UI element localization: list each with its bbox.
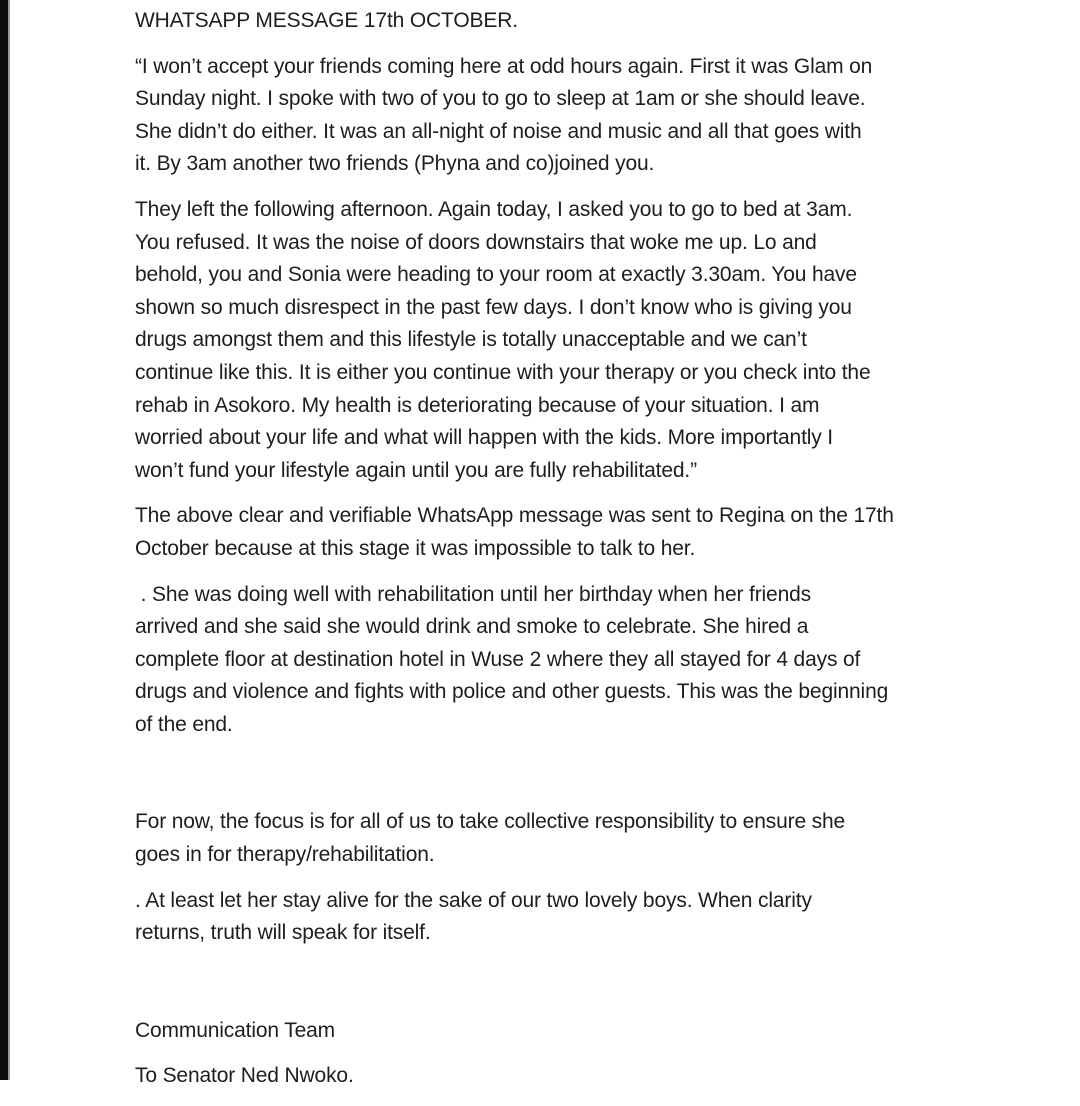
document-text-blocks — [135, 5, 975, 1093]
text-line: it. By 3am another two friends (Phyna and co)joined you. — [135, 152, 655, 176]
signature-line — [135, 1015, 975, 1048]
text-line: worried about your life and what will happen with the kids. More importantly I — [135, 426, 833, 450]
text-line: . At least let her stay alive for the sake of our two lovely boys. When clarity — [135, 888, 812, 912]
text-line: drugs and violence and fights with police and other guests. This was the beginning — [135, 680, 889, 704]
text-line: complete floor at destination hotel in Wuse 2 where they all stayed for 4 days of — [135, 647, 861, 671]
text-line: arrived and she said she would drink and smoke to celebrate. She hired a — [135, 615, 809, 639]
text-line: Sunday night. I spoke with two of you to go to sleep at 1am or she should leave. — [135, 87, 866, 111]
text-line: They left the following afternoon. Again today, I asked you to go to bed at 3am. — [135, 197, 853, 221]
text-line: You refused. It was the noise of doors downstairs that woke me up. Lo and — [135, 230, 817, 254]
paragraph — [135, 885, 975, 950]
paragraph — [135, 500, 975, 565]
text-line: For now, the focus is for all of us to take collective responsibility to ensure she — [135, 810, 846, 834]
text-line: WHATSAPP MESSAGE 17th OCTOBER. — [135, 9, 518, 32]
text-line: Communication Team — [135, 1018, 335, 1042]
left-black-bar — [0, 0, 10, 1080]
paragraph — [135, 806, 975, 871]
text-line: . She was doing well with rehabilitation until her birthday when her friends — [135, 582, 811, 606]
text-line: returns, truth will speak for itself. — [135, 921, 431, 945]
text-line: October because at this stage it was impossible to talk to her. — [135, 536, 696, 560]
document-title — [135, 5, 975, 38]
text-line: goes in for therapy/rehabilitation. — [135, 843, 435, 867]
paragraph-gap — [135, 754, 975, 806]
text-line: To Senator Ned Nwoko. — [135, 1064, 354, 1088]
paragraph — [135, 579, 975, 742]
text-line: rehab in Asokoro. My health is deteriorating because of your situation. I am — [135, 393, 820, 417]
text-line: drugs amongst them and this lifestyle is totally unacceptable and we can’t — [135, 328, 807, 352]
text-line: continue like this. It is either you continue with your therapy or you check into the — [135, 360, 871, 384]
text-line: behold, you and Sonia were heading to your room at exactly 3.30am. You have — [135, 263, 857, 287]
paragraph-gap — [135, 963, 975, 1015]
signature-line — [135, 1060, 975, 1093]
text-line: of the end. — [135, 712, 233, 736]
document-page — [135, 5, 975, 1106]
paragraph — [135, 51, 975, 181]
text-line: shown so much disrespect in the past few days. I don’t know who is giving you — [135, 295, 852, 319]
paragraph — [135, 194, 975, 487]
text-line: “I won’t accept your friends coming here at odd hours again. First it was Glam on — [135, 54, 873, 78]
text-line: She didn’t do either. It was an all-night of noise and music and all that goes with — [135, 119, 862, 143]
text-line: The above clear and verifiable WhatsApp message was sent to Regina on the 17th — [135, 504, 894, 528]
text-line: won’t fund your lifestyle again until you are fully rehabilitated.” — [135, 458, 697, 482]
